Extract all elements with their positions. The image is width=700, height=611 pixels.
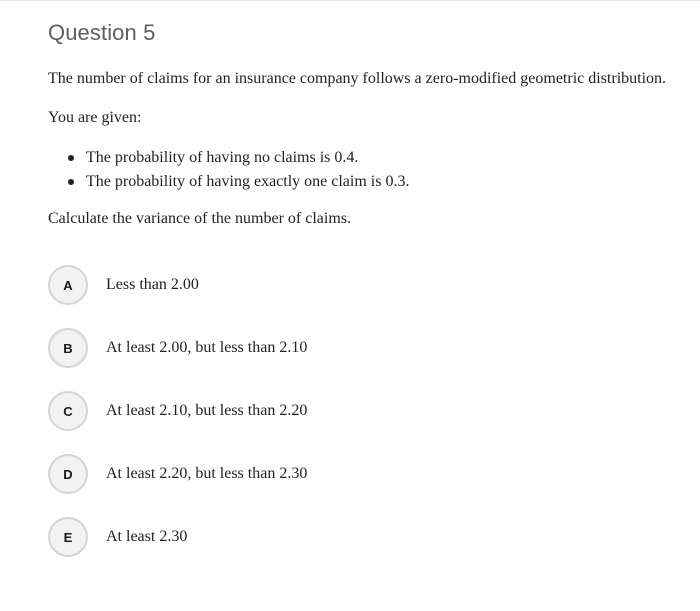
given-intro: You are given: xyxy=(48,109,142,126)
answer-option-e[interactable] xyxy=(48,515,187,559)
question-title: Question 5 xyxy=(48,20,156,45)
option-text[interactable]: At least 2.00, but less than 2.10 xyxy=(106,339,308,356)
answer-option-d[interactable] xyxy=(48,452,307,496)
question-prompt: Calculate the variance of the number of claims. xyxy=(48,210,351,227)
option-letter-badge[interactable]: C xyxy=(48,391,88,431)
given-item-text: The probability of having no claims is 0.4. xyxy=(86,149,359,166)
answer-option-a[interactable] xyxy=(48,263,199,307)
option-text[interactable]: At least 2.10, but less than 2.20 xyxy=(106,402,308,419)
given-item-text: The probability of having exactly one claim is 0.3. xyxy=(86,173,410,190)
option-letter-badge[interactable]: D xyxy=(48,454,88,494)
question-stem: The number of claims for an insurance company follows a zero-modified geometric distribution. xyxy=(48,70,667,87)
option-letter-badge[interactable]: A xyxy=(48,265,88,305)
bullet-icon xyxy=(68,179,74,185)
option-text[interactable]: Less than 2.00 xyxy=(106,276,199,293)
bullet-icon xyxy=(68,155,74,161)
given-item xyxy=(66,172,409,196)
option-letter-badge[interactable]: E xyxy=(48,517,88,557)
answer-option-b[interactable] xyxy=(48,326,307,370)
answer-option-c[interactable] xyxy=(48,389,307,433)
option-text[interactable]: At least 2.20, but less than 2.30 xyxy=(106,465,308,482)
option-letter-badge[interactable]: B xyxy=(48,328,88,368)
given-item xyxy=(66,148,409,172)
option-text[interactable]: At least 2.30 xyxy=(106,528,188,545)
given-list xyxy=(66,148,409,196)
